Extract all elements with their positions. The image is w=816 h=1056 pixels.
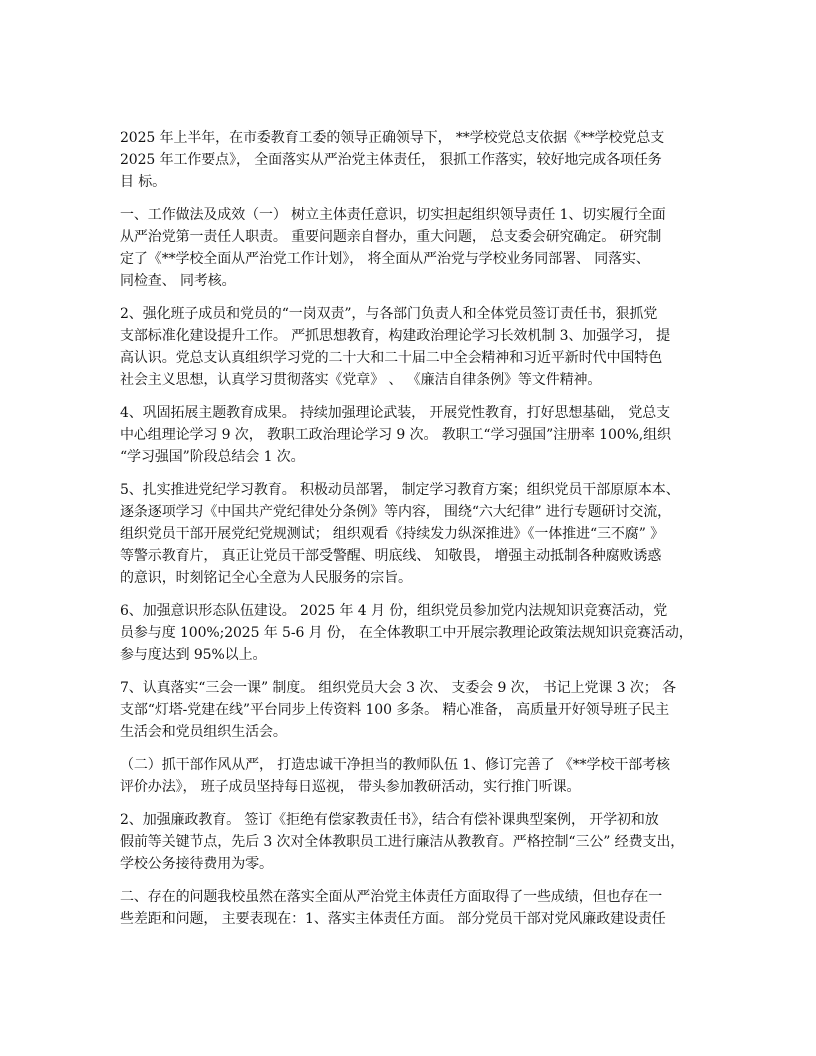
text-line: 员参与度 100%;2025 年 5-6 月 份， 在全体教职工中开展宗教理论政策法规知识竞赛活动，: [120, 625, 693, 641]
text-line: 逐条逐项学习《中国共产党纪律处分条例》等内容， 围绕“六大纪律” 进行专题研讨交流，: [120, 504, 672, 520]
text-line: 6、加强意识形态队伍建设。 2025 年 4 月 份，组织党员参加党内法规知识竞赛活动，党: [120, 603, 668, 619]
text-line: 支部“灯塔-党建在线”平台同步上传资料 100 多条。 精心准备， 高质量开好领导班子民主: [120, 702, 670, 718]
text-line: 同检查、 同考核。: [120, 273, 236, 289]
text-line: 7、认真落实“三会一课” 制度。 组织党员大会 3 次、 支委会 9 次， 书记上党课 3 次； 各: [120, 680, 676, 696]
text-line: 社会主义思想，认真学习贯彻落实《党章》 、 《廉洁自律条例》等文件精神。: [120, 372, 602, 388]
text-line: 参与度达到 95%以上。: [120, 647, 267, 663]
text-line: 2、加强廉政教育。 签订《拒绝有偿家教责任书》，结合有偿补课典型案例， 开学初和放: [120, 812, 659, 828]
paragraph: [120, 204, 705, 292]
paragraph: [120, 402, 705, 468]
text-line: 中心组理论学习 9 次， 教职工政治理论学习 9 次。 教职工“学习强国”注册率 100%,组织: [120, 427, 671, 443]
text-line: 从严治党第一责任人职责。 重要问题亲自督办，重大问题， 总支委会研究确定。 研究制: [120, 229, 662, 245]
paragraph: [120, 127, 705, 193]
document-body: [120, 127, 705, 941]
text-line: “学习强国”阶段总结会 1 次。: [120, 449, 305, 465]
text-line: 等警示教育片， 真正让党员干部受警醒、明底线、 知敬畏， 增强主动抵制各种腐败诱惑: [120, 548, 662, 564]
text-line: 2025 年工作要点》， 全面落实从严治党主体责任， 狠抓工作落实，较好地完成各项任务: [120, 152, 662, 168]
paragraph: [120, 809, 705, 875]
text-line: 些差距和问题， 主要表现在：1、落实主体责任方面。 部分党员干部对党风廉政建设责任: [120, 911, 666, 927]
paragraph: [120, 754, 705, 798]
text-line: 2、强化班子成员和党员的“一岗双责”，与各部门负责人和全体党员签订责任书，狠抓党: [120, 306, 658, 322]
paragraph: [120, 303, 705, 391]
text-line: 一、工作做法及成效（一） 树立主体责任意识，切实担起组织领导责任 1、切实履行全面: [120, 207, 666, 223]
text-line: 支部标准化建设提升工作。 严抓思想教育，构建政治理论学习长效机制 3、加强学习， 提: [120, 328, 671, 344]
text-line: 假前等关键节点，先后 3 次对全体教职员工进行廉洁从教教育。严格控制“三公” 经费支出，: [120, 834, 685, 850]
text-line: 学校公务接待费用为零。: [120, 856, 273, 872]
text-line: 目 标。: [120, 174, 167, 190]
paragraph: [120, 479, 705, 589]
text-line: 5、扎实推进党纪学习教育。 积极动员部署， 制定学习教育方案；组织党员干部原原本本、: [120, 482, 680, 498]
text-line: 二、存在的问题我校虽然在落实全面从严治党主体责任方面取得了一些成绩，但也存在一: [120, 889, 663, 905]
paragraph: [120, 600, 705, 666]
text-line: 4、巩固拓展主题教育成果。 持续加强理论武装， 开展党性教育，打好思想基础， 党总支: [120, 405, 671, 421]
text-line: （二）抓干部作风从严， 打造忠诚干净担当的教师队伍 1、修订完善了 《**学校干部考核: [120, 757, 670, 773]
text-line: 高认识。党总支认真组织学习党的二十大和二十届二中全会精神和习近平新时代中国特色: [120, 350, 663, 366]
text-line: 的意识，时刻铭记全心全意为人民服务的宗旨。: [120, 570, 412, 586]
paragraph: [120, 886, 705, 930]
text-line: 组织党员干部开展党纪党规测试； 组织观看《持续发力纵深推进》《一体推进“三不腐” 》: [120, 526, 665, 542]
text-line: 定了《**学校全面从严治党工作计划》， 将全面从严治党与学校业务同部署、 同落实、: [120, 251, 650, 267]
paragraph: [120, 677, 705, 743]
text-line: 生活会和党员组织生活会。: [120, 724, 287, 740]
text-line: 2025 年上半年，在市委教育工委的领导正确领导下， **学校党总支依据《**学校党总支: [120, 130, 665, 146]
text-line: 评价办法》， 班子成员坚持每日巡视， 带头参加教研活动，实行推门听课。: [120, 779, 581, 795]
